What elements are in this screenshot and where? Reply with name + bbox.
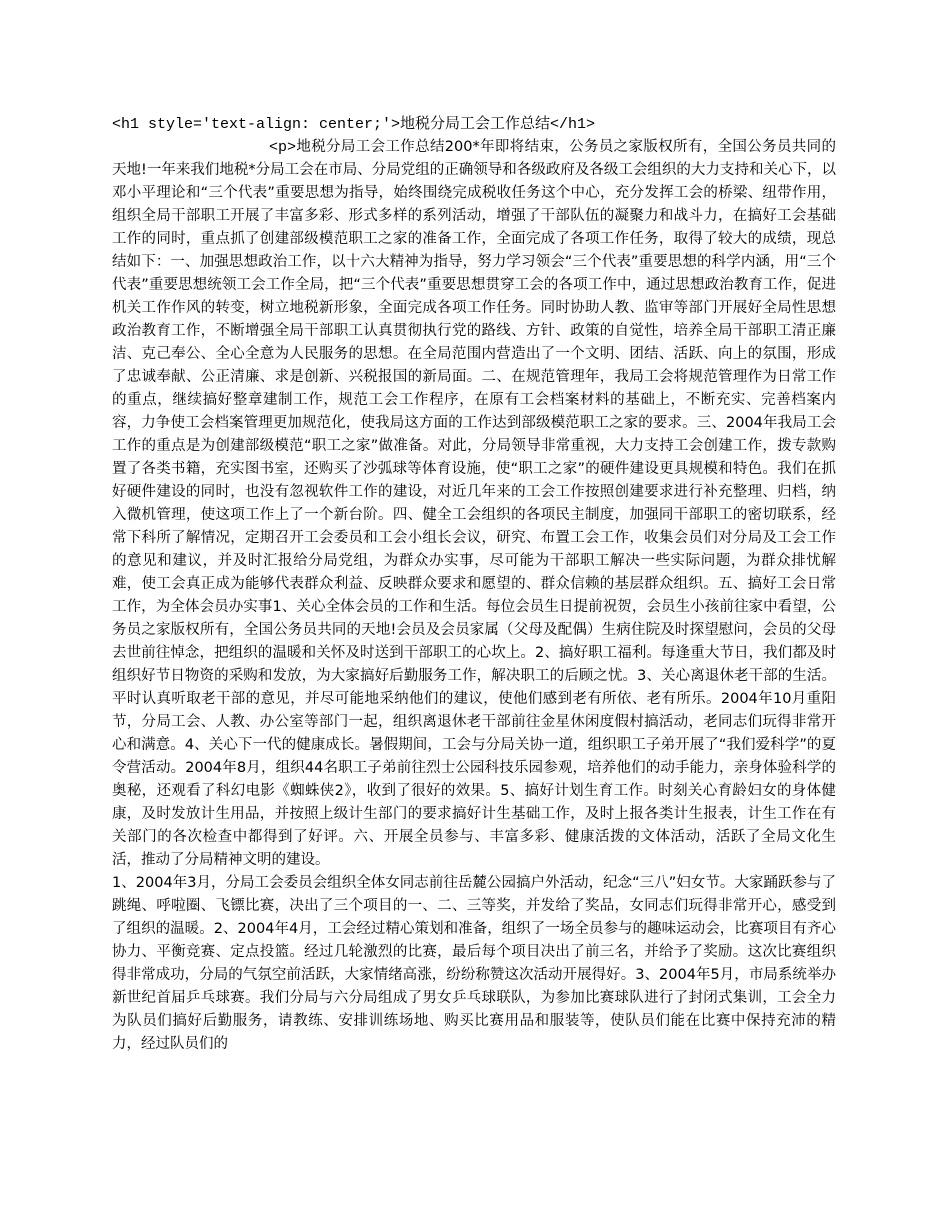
paragraph-open-tag: <p> — [269, 139, 297, 156]
body-paragraph-1 — [112, 136, 836, 872]
paragraph-1-text: 地税分局工会工作总结200*年即将结束，公务员之家版权所有，全国公务员共同的天地!一年来我们地税*分局工会在市局、分局党组的正确领导和各级政府及各级工会组织的大力支持和关心下，以邓小平理论和“三个代表”重要思想为指导，始终围绕完成税收任务这个中心，充分发挥工会的桥梁、纽带作用，组织全局干部职工开展了丰富多彩、形式多样的系列活动，增强了干部队伍的凝聚力和战斗力，在搞好工会基础工作的同时，重点抓了创建部级模范职工之家的准备工作，全面完成了各项工作任务，取得了较大的成绩，现总结如下：一、加强思想政治工作，以十六大精神为指导，努力学习领会“三个代表”重要思想的科学内涵，用“三个代表”重要思想统领工会工作全局，把“三个代表”重要思想贯穿工会的各项工作中，通过思想政治教育工作，促进机关工作作风的转变，树立地税新形象，全面完成各项工作任务。同时协助人教、监审等部门开展好全局性思想政治教育工作，不断增强全局干部职工认真贯彻执行党的路线、方针、政策的自觉性，培养全局干部职工清正廉洁、克己奉公、全心全意为人民服务的思想。在全局范围内营造出了一个文明、团结、活跃、向上的氛围，形成了忠诚奉献、公正清廉、求是创新、兴税报国的新局面。二、在规范管理年，我局工会将规范管理作为日常工作的重点，继续搞好整章建制工作，规范工会工作程序，在原有工会档案材料的基础上，不断充实、完善档案内容，力争使工会档案管理更加规范化，使我局这方面的工作达到部级模范职工之家的要求。三、2004年我局工会工作的重点是为创建部级模范“职工之家”做准备。对此，分局领导非常重视，大力支持工会创建工作，拨专款购置了各类书籍，充实图书室，还购买了沙弧球等体育设施，使“职工之家”的硬件建设更具规模和特色。我们在抓好硬件建设的同时，也没有忽视软件工作的建设，对近几年来的工会工作按照创建要求进行补充整理、归档，纳入微机管理，使这项工作上了一个新台阶。四、健全工会组织的各项民主制度，加强同干部职工的密切联系，经常下科所了解情况，定期召开工会委员和工会小组长会议，研究、布置工会工作，收集会员们对分局及工会工作的意见和建议，并及时汇报给分局党组，为群众办实事，尽可能为干部职工解决一些实际问题，为群众排忧解难，使工会真正成为能够代表群众利益、反映群众要求和愿望的、群众信赖的基层群众组织。五、搞好工会日常工作，为全体会员办实事1、关心全体会员的工作和生活。每位会员生日提前祝贺，会员生小孩前往家中看望，公务员之家版权所有，全国公务员共同的天地!会员及会员家属（父母及配偶）生病住院及时探望慰问，会员的父母去世前往悼念，把组织的温暖和关怀及时送到干部职工的心坎上。2、搞好职工福利。每逢重大节日，我们都及时组织好节日物资的采购和发放，为大家搞好后勤服务工作，解决职工的后顾之忧。3、关心离退休老干部的生活。平时认真听取老干部的意见，并尽可能地采纳他们的建议，使他们感到老有所依、老有所乐。2004年10月重阳节，分局工会、人教、办公室等部门一起，组织离退休老干部前往金星休闲度假村搞活动，老同志们玩得非常开心和满意。4、关心下一代的健康成长。暑假期间，工会与分局关协一道，组织职工子弟开展了“我们爱科学”的夏令营活动。2004年8月，组织44名职工子弟前往烈士公园科技乐园参观，培养他们的动手能力，亲身体验科学的奥秘，还观看了科幻电影《蜘蛛侠2》，收到了很好的效果。5、搞好计划生育工作。时刻关心育龄妇女的身体健康，及时发放计生用品，并按照上级计生部门的要求搞好计生基础工作，及时上报各类计生报表，计生工作在有关部门的各次检查中都得到了好评。六、开展全员参与、丰富多彩、健康活拨的文体活动，活跃了全局文化生活，推动了分局精神文明的建设。 — [112, 139, 836, 868]
body-paragraph-2: 1、2004年3月，分局工会委员会组织全体女同志前往岳麓公园搞户外活动，纪念“三八”妇女节。大家踊跃参与了跳绳、呼啦圈、飞镖比赛，决出了三个项目的一、二、三等奖，并发给了奖品，女同志们玩得非常开心，感受到了组织的温暖。2、2004年4月，工会经过精心策划和准备，组织了一场全员参与的趣味运动会，比赛项目有齐心协力、平衡竞赛、定点投篮。经过几轮激烈的比赛，最后每个项目决出了前三名，并给予了奖励。这次比赛组织得非常成功，分局的气氛空前活跃，大家情绪高涨，纷纷称赞这次活动开展得好。3、2004年5月，市局系统举办新世纪首届乒乓球赛。我们分局与六分局组成了男女乒乓球联队，为参加比赛球队进行了封闭式集训，工会全力为队员们搞好后勤服务，请教练、安排训练场地、购买比赛用品和服装等，使队员们能在比赛中保持充沛的精力，经过队员们的 — [112, 875, 836, 1052]
heading-markup: <h1 style='text-align: center;'>地税分局工会工作总结</h1> — [112, 116, 596, 133]
document-page — [112, 113, 836, 1056]
